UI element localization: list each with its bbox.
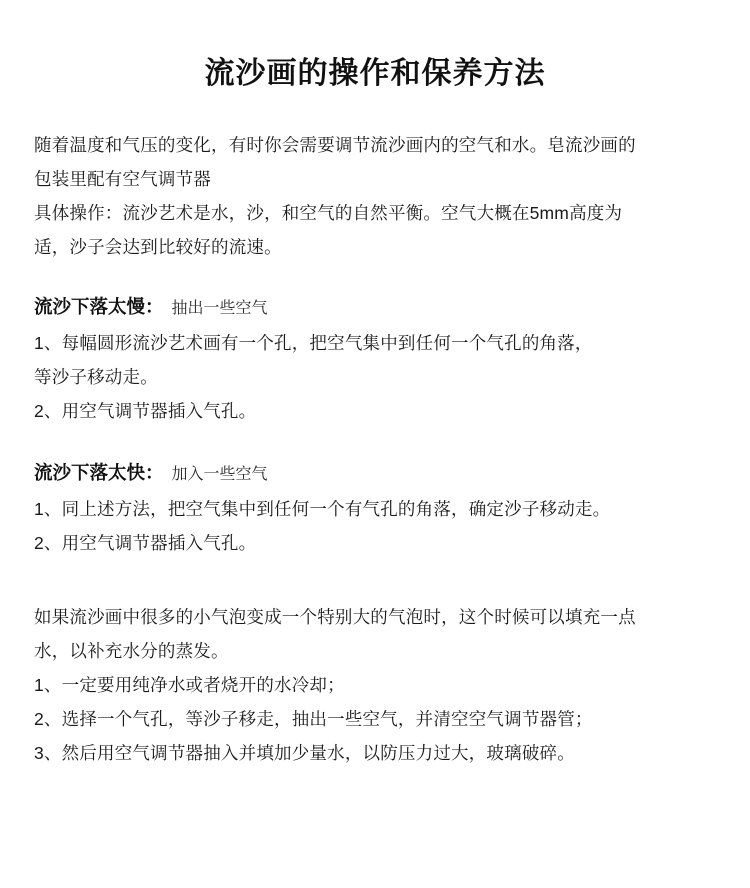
intro-line: 适，沙子会达到比较好的流速。 (34, 237, 282, 257)
section-heading-text: 流沙下落太快： (34, 462, 164, 483)
list-item: 3、然后用空气调节器抽入并填加少量水，以防压力过大，玻璃破碎。 (34, 743, 575, 763)
section-heading-text: 流沙下落太慢： (34, 296, 164, 317)
list-item: 2、选择一个气孔，等沙子移走，抽出一些空气，并清空空气调节器管； (34, 709, 593, 729)
section-heading (34, 456, 716, 492)
intro-line: 包装里配有空气调节器 (34, 169, 211, 189)
closing-block (34, 600, 716, 770)
intro-line: 具体操作：流沙艺术是水，沙，和空气的自然平衡。空气大概在5mm高度为 (34, 203, 623, 223)
closing-line: 如果流沙画中很多的小气泡变成一个特别大的气泡时，这个时候可以填充一点 (34, 607, 636, 627)
section-fast-flow (34, 456, 716, 560)
list-item: 2、用空气调节器插入气孔。 (34, 401, 257, 421)
intro-block (34, 128, 716, 264)
list-item: 等沙子移动走。 (34, 367, 158, 387)
section-heading (34, 290, 716, 326)
list-item: 1、同上述方法，把空气集中到任何一个有气孔的角落，确定沙子移动走。 (34, 499, 611, 519)
section-subheading-text: 抽出一些空气 (171, 300, 268, 317)
page-title: 流沙画的操作和保养方法 (204, 57, 546, 90)
section-subheading-text: 加入一些空气 (171, 466, 268, 483)
list-item: 1、一定要用纯净水或者烧开的水冷却； (34, 675, 345, 695)
list-item: 1、每幅圆形流沙艺术画有一个孔，把空气集中到任何一个气孔的角落， (34, 333, 593, 353)
section-slow-flow (34, 290, 716, 428)
closing-line: 水，以补充水分的蒸发。 (34, 641, 229, 661)
intro-line: 随着温度和气压的变化，有时你会需要调节流沙画内的空气和水。皂流沙画的 (34, 135, 636, 155)
list-item: 2、用空气调节器插入气孔。 (34, 533, 257, 553)
